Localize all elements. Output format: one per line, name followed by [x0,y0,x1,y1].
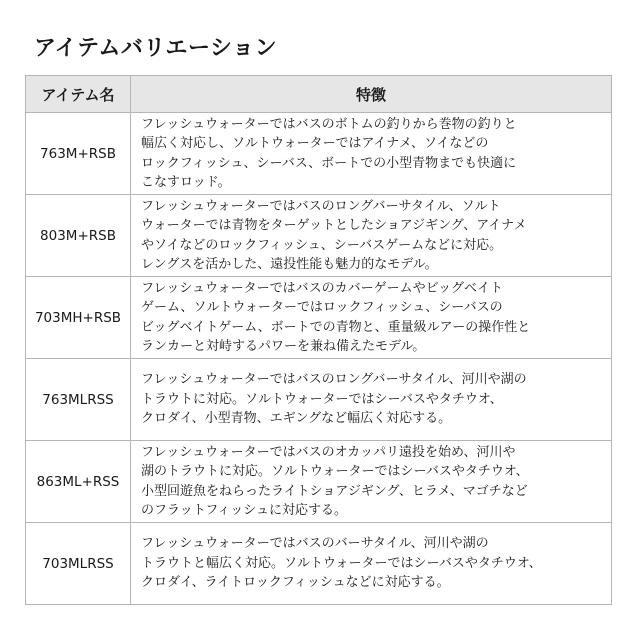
header-item-name: アイテム名 [26,76,131,113]
feature-text-line: レングスを活かした、遠投性能も魅力的なモデル。 [141,257,438,272]
feature-text-line: クロダイ、小型青物、エギングなど幅広く対応する。 [141,411,452,427]
table-row [26,195,612,277]
item-name-cell: 703MLRSS [26,523,131,605]
feature-text-line: ビッグベイトゲーム、ボートでの青物と、重量級ルアーの操作性と [141,319,531,335]
feature-text-line: フレッシュウォーターではバスのロングバーサタイル、河川や湖の [141,372,527,388]
feature-text-line: フレッシュウォーターではバスのロングバーサタイル、ソルト [141,198,501,214]
feature-text-line: ゲーム、ソルトウォーターではロックフィッシュ、シーバスの [141,300,503,315]
feature-cell [131,359,612,441]
feature-text-line: ランカーと対峙するパワーを兼ね備えたモデル。 [141,339,426,354]
header-feature: 特徴 [131,76,612,113]
item-name-cell: 803M+RSB [26,195,131,277]
feature-text-line: トラウトと幅広く対応。ソルトウォーターではシーバスやタチウオ、 [141,555,542,571]
table-header-row [26,76,612,113]
feature-cell [131,277,612,359]
table-row [26,113,612,195]
feature-text-line: トラウトに対応。ソルトウォーターではシーバスやタチウオ、 [141,391,503,407]
feature-text-line: フレッシュウォーターではバスのバーサタイル、河川や湖の [141,536,489,552]
feature-text-line: フレッシュウォーターではバスのオカッパリ遠投を始め、河川や [141,444,516,460]
feature-text-line: 幅広く対応し、ソルトウォーターではアイナメ、ソイなどの [141,136,489,151]
item-name-cell: 863ML+RSS [26,441,131,523]
item-variation-table [25,75,612,605]
table-row [26,277,612,359]
feature-text-line: ロックフィッシュ、シーバス、ボートでの小型青物までも快適に [141,155,517,171]
feature-cell [131,441,612,523]
feature-text-line: 小型回遊魚をねらったライトショアジギング、ヒラメ、マゴチなど [141,483,528,499]
feature-text-line: のフラットフィッシュに対応する。 [141,503,348,518]
item-name-cell: 763MLRSS [26,359,131,441]
table-body [26,113,612,605]
table-row [26,523,612,605]
feature-text-line: やソイなどのロックフィッシュ、シーバスゲームなどに対応。 [141,237,503,253]
feature-text-line: こなすロッド。 [141,175,231,190]
feature-cell [131,523,612,605]
feature-text-line: フレッシュウォーターではバスのカバーゲームやビッグベイト [141,280,504,296]
table-row [26,441,612,523]
item-name-cell: 763M+RSB [26,113,131,195]
table-row [26,359,612,441]
feature-cell [131,195,612,277]
feature-text-line: ウォーターでは青物をターゲットとしたショアジギング、アイナメ [141,218,527,233]
feature-text-line: クロダイ、ライトロックフィッシュなどに対応する。 [141,575,450,591]
feature-text-line: フレッシュウォーターではバスのボトムの釣りから巻物の釣りと [141,116,517,132]
item-name-cell: 703MH+RSB [26,277,131,359]
feature-text-line: 湖のトラウトに対応。ソルトウォーターではシーバスやタチウオ、 [141,464,529,479]
feature-cell [131,113,612,195]
page-title: アイテムバリエーション [34,36,278,61]
